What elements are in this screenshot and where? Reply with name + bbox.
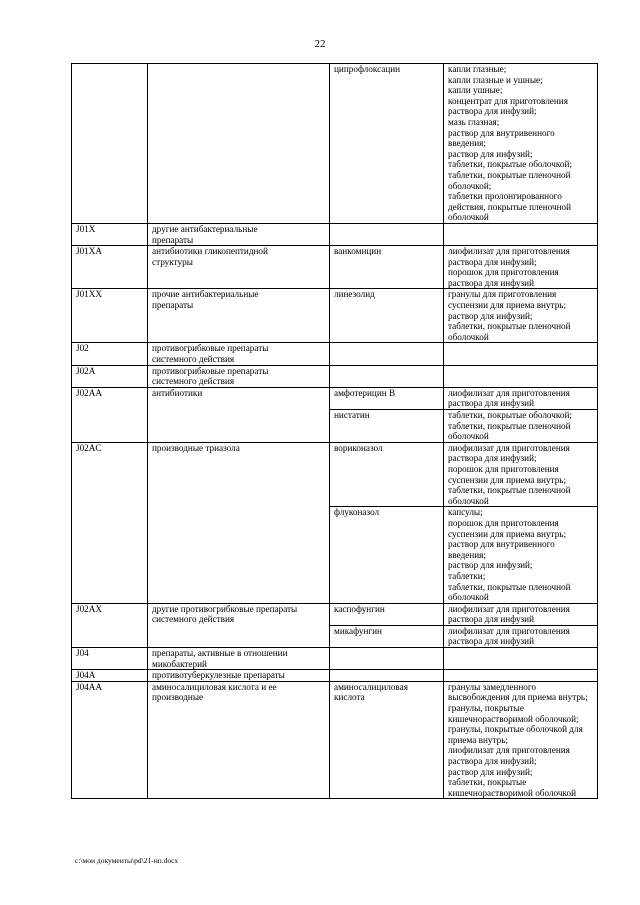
table-row xyxy=(72,64,598,224)
dosage-forms-cell xyxy=(444,442,598,507)
dosage-form-line: раствора для инфузий xyxy=(448,398,534,409)
table-row xyxy=(72,343,598,365)
table-row xyxy=(72,442,598,507)
dosage-form-line: таблетки, покрытые оболочкой; xyxy=(448,410,572,420)
dosage-form-line: раствор для внутривенного xyxy=(448,539,555,550)
dosage-forms-cell xyxy=(444,410,598,443)
group-name-line: производные триазола xyxy=(152,442,240,453)
group-name-line: системного действия xyxy=(152,354,235,365)
group-name-line: препараты, активные в отношении xyxy=(152,648,288,659)
drug-name-line: аминосалициловая xyxy=(334,681,408,692)
group-name-line: антибиотики xyxy=(152,387,203,398)
group-name-line: системного действия xyxy=(152,614,235,625)
dosage-forms-cell xyxy=(444,681,598,799)
atc-code-cell: J01X xyxy=(72,223,148,245)
group-name-line: препараты xyxy=(152,300,194,311)
dosage-form-line: раствор для инфузий; xyxy=(448,766,533,777)
dosage-form-line: таблетки, покрытые пленочной xyxy=(448,485,571,496)
group-name-line: другие противогрибковые препараты xyxy=(152,603,298,614)
dosage-form-line: введения; xyxy=(448,138,486,149)
drug-name-cell xyxy=(330,442,444,507)
table-row xyxy=(72,365,598,387)
group-name-cell xyxy=(148,387,330,442)
group-name-cell xyxy=(148,603,330,647)
drug-name-cell xyxy=(330,289,444,343)
dosage-form-line: таблетки пролонгированного xyxy=(448,191,562,202)
atc-code-cell: J04AA xyxy=(72,681,148,799)
group-name-line: микобактерий xyxy=(152,658,207,669)
dosage-form-line: оболочкой xyxy=(448,431,489,442)
dosage-form-line: гранулы для приготовления xyxy=(448,289,557,300)
table-row xyxy=(72,603,598,625)
atc-code-cell: J02 xyxy=(72,343,148,365)
atc-code-cell: J04 xyxy=(72,648,148,670)
drug-name-cell xyxy=(330,223,444,245)
drug-name-line: кислота xyxy=(334,692,365,703)
dosage-form-line: суспензии для приема внутрь; xyxy=(448,474,567,485)
dosage-form-line: таблетки, покрытые xyxy=(448,777,527,788)
drug-name-cell xyxy=(330,648,444,670)
group-name-line: прочие антибактериальные xyxy=(152,289,259,300)
dosage-forms-cell xyxy=(444,64,598,224)
dosage-form-line: оболочкой; xyxy=(448,180,492,191)
drug-name-cell xyxy=(330,246,444,289)
group-name-line: противотуберкулезные препараты xyxy=(152,670,285,681)
dosage-form-line: гранулы, покрытые оболочкой для xyxy=(448,724,583,735)
group-name-cell xyxy=(148,223,330,245)
dosage-forms-cell xyxy=(444,670,598,682)
dosage-forms-cell xyxy=(444,387,598,409)
dosage-form-line: лиофилизат для приготовления xyxy=(448,745,570,756)
dosage-form-line: раствора для инфузий xyxy=(448,636,534,647)
dosage-form-line: действия, покрытые пленочной xyxy=(448,201,572,212)
table-row xyxy=(72,223,598,245)
drug-name-cell xyxy=(330,410,444,443)
group-name-line: структуры xyxy=(152,256,193,267)
dosage-form-line: таблетки, покрытые пленочной xyxy=(448,321,571,332)
group-name-cell xyxy=(148,365,330,387)
dosage-form-line: раствор для инфузий; xyxy=(448,148,533,159)
group-name-line: противогрибковые препараты xyxy=(152,343,269,354)
dosage-form-line: кишечнорастворимой оболочкой; xyxy=(448,713,579,724)
dosage-form-line: капли глазные; xyxy=(448,64,507,74)
group-name-cell xyxy=(148,648,330,670)
atc-code-cell: J02AC xyxy=(72,442,148,603)
drug-table xyxy=(71,63,598,799)
table-row xyxy=(72,648,598,670)
dosage-form-line: таблетки, покрытые оболочкой; xyxy=(448,159,572,170)
dosage-form-line: порошок для приготовления xyxy=(448,267,559,278)
dosage-form-line: раствор для инфузий; xyxy=(448,560,533,571)
atc-code-cell: J02A xyxy=(72,365,148,387)
drug-name-cell xyxy=(330,603,444,625)
dosage-form-line: капли ушные; xyxy=(448,85,503,96)
drug-name-line: флуконазол xyxy=(334,507,380,518)
dosage-form-line: оболочкой xyxy=(448,331,489,342)
dosage-form-line: гранулы, покрытые xyxy=(448,703,524,714)
dosage-form-line: суспензии для приема внутрь; xyxy=(448,528,567,539)
group-name-cell xyxy=(148,442,330,603)
drug-name-line: амфотерицин В xyxy=(334,387,396,398)
dosage-forms-cell xyxy=(444,223,598,245)
group-name-line: другие антибактериальные xyxy=(152,223,258,234)
group-name-line: антибиотики гликопептидной xyxy=(152,246,268,257)
group-name-cell xyxy=(148,670,330,682)
dosage-forms-cell xyxy=(444,507,598,603)
group-name-line: противогрибковые препараты xyxy=(152,365,269,376)
dosage-forms-cell xyxy=(444,603,598,625)
dosage-forms-cell xyxy=(444,246,598,289)
atc-code-cell: J01XA xyxy=(72,246,148,289)
drug-name-cell xyxy=(330,343,444,365)
atc-code-cell: J02AA xyxy=(72,387,148,442)
drug-name-line: линезолид xyxy=(334,289,375,300)
drug-name-cell xyxy=(330,365,444,387)
drug-name-line: ципрофлоксацин xyxy=(334,64,401,74)
dosage-forms-cell xyxy=(444,343,598,365)
table-row xyxy=(72,670,598,682)
group-name-cell xyxy=(148,343,330,365)
drug-name-cell xyxy=(330,507,444,603)
dosage-forms-cell xyxy=(444,648,598,670)
dosage-form-line: кишечнорастворимой оболочкой xyxy=(448,787,577,798)
atc-code-cell: J02AX xyxy=(72,603,148,647)
dosage-form-line: таблетки, покрытые пленочной xyxy=(448,169,571,180)
dosage-forms-cell xyxy=(444,625,598,647)
table-row xyxy=(72,289,598,343)
dosage-form-line: раствора для инфузий; xyxy=(448,106,537,117)
dosage-form-line: введения; xyxy=(448,549,486,560)
dosage-form-line: капли глазные и ушные; xyxy=(448,74,543,85)
dosage-form-line: таблетки, покрытые пленочной xyxy=(448,420,571,431)
dosage-form-line: лиофилизат для приготовления xyxy=(448,603,570,614)
atc-code-cell: J04A xyxy=(72,670,148,682)
dosage-form-line: гранулы замедленного xyxy=(448,681,536,692)
atc-code-cell xyxy=(72,64,148,224)
dosage-form-line: оболочкой xyxy=(448,495,489,506)
group-name-cell xyxy=(148,289,330,343)
dosage-form-line: оболочкой xyxy=(448,592,489,603)
dosage-form-line: раствора для инфузий xyxy=(448,277,534,288)
dosage-form-line: оболочкой xyxy=(448,212,489,223)
dosage-form-line: лиофилизат для приготовления xyxy=(448,387,570,398)
drug-name-cell xyxy=(330,625,444,647)
footer-file-path: c:\мои документы\pd\21-нп.docx xyxy=(75,856,179,865)
drug-name-line: ванкомицин xyxy=(334,246,382,257)
drug-name-cell xyxy=(330,681,444,799)
dosage-form-line: концентрат для приготовления xyxy=(448,95,568,106)
dosage-form-line: высвобождения для приема внутрь; xyxy=(448,692,588,703)
dosage-form-line: лиофилизат для приготовления xyxy=(448,246,570,257)
table-row xyxy=(72,246,598,289)
drug-name-cell xyxy=(330,387,444,409)
dosage-form-line: таблетки; xyxy=(448,570,486,581)
dosage-form-line: раствор для внутривенного xyxy=(448,127,555,138)
group-name-line: аминосалициловая кислота и ее xyxy=(152,681,277,692)
dosage-form-line: суспензии для приема внутрь; xyxy=(448,300,567,311)
table-row xyxy=(72,681,598,799)
group-name-line: препараты xyxy=(152,234,194,245)
group-name-cell xyxy=(148,681,330,799)
dosage-form-line: раствора для инфузий; xyxy=(448,256,537,267)
dosage-form-line: порошок для приготовления xyxy=(448,517,559,528)
dosage-forms-cell xyxy=(444,289,598,343)
dosage-form-line: мазь глазная; xyxy=(448,116,500,127)
group-name-line: производные xyxy=(152,692,204,703)
drug-name-line: нистатин xyxy=(334,410,370,420)
dosage-form-line: капсулы; xyxy=(448,507,483,518)
drug-name-line: вориконазол xyxy=(334,442,383,453)
atc-code-cell: J01XX xyxy=(72,289,148,343)
dosage-form-line: раствор для инфузий; xyxy=(448,310,533,321)
dosage-form-line: порошок для приготовления xyxy=(448,463,559,474)
dosage-forms-cell xyxy=(444,365,598,387)
group-name-line: системного действия xyxy=(152,376,235,387)
drug-name-cell xyxy=(330,670,444,682)
table-row xyxy=(72,387,598,409)
dosage-form-line: лиофилизат для приготовления xyxy=(448,442,570,453)
group-name-cell xyxy=(148,64,330,224)
dosage-form-line: раствора для инфузий xyxy=(448,614,534,625)
drug-name-cell xyxy=(330,64,444,224)
dosage-form-line: лиофилизат для приготовления xyxy=(448,625,570,636)
dosage-form-line: приема внутрь; xyxy=(448,734,508,745)
dosage-form-line: раствора для инфузий; xyxy=(448,453,537,464)
table-body xyxy=(72,64,598,799)
dosage-form-line: раствора для инфузий; xyxy=(448,756,537,766)
page-number: 22 xyxy=(314,38,326,50)
drug-name-line: микафунгин xyxy=(334,625,382,636)
group-name-cell xyxy=(148,246,330,289)
dosage-form-line: таблетки, покрытые пленочной xyxy=(448,581,571,592)
drug-name-line: каспофунгин xyxy=(334,603,385,614)
